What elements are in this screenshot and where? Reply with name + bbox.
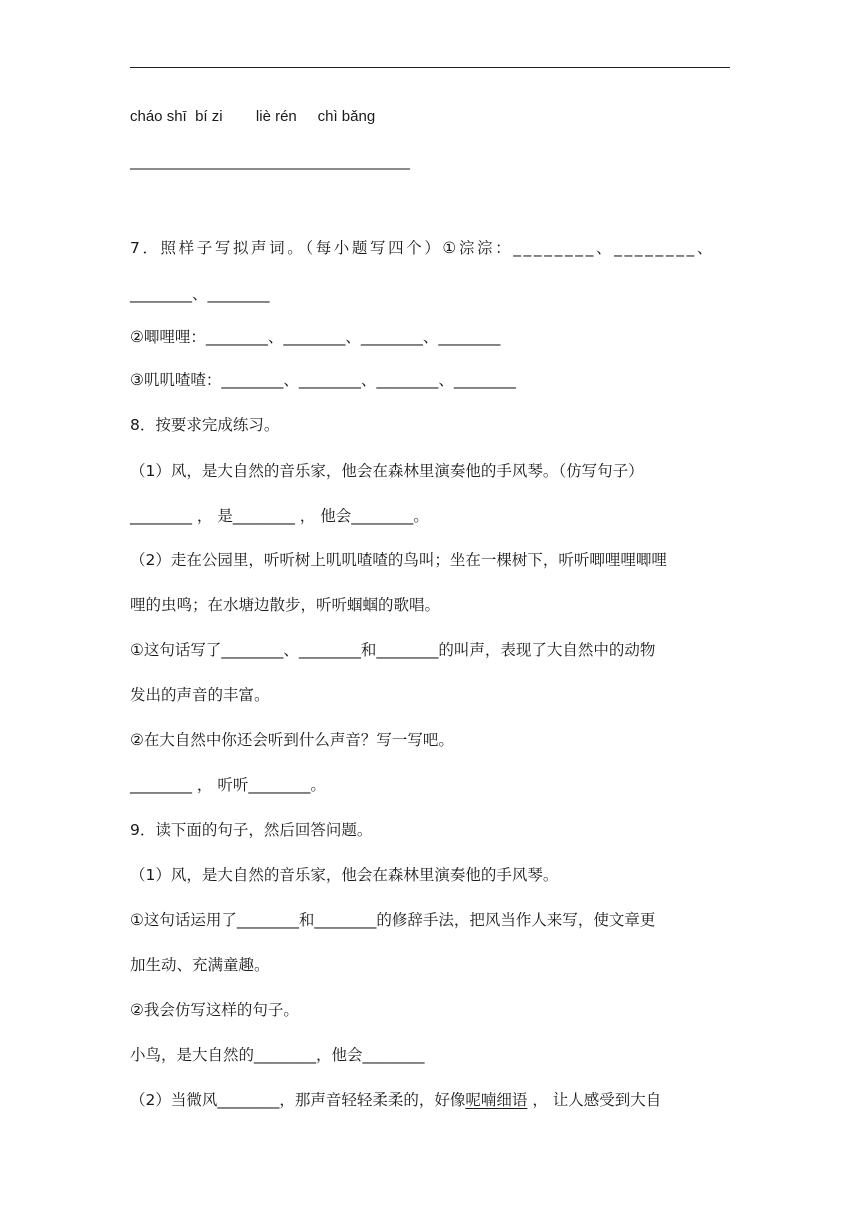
- q9-part1-sentence: （1）风，是大自然的音乐家，他会在森林里演奏他的手风琴。: [130, 866, 559, 884]
- q7-stem: 7．照样子写拟声词。（每小题写四个）①淙淙：________、________、: [130, 239, 716, 257]
- pinyin-answer-blanks[interactable]: ________________________________________: [130, 154, 410, 170]
- q7-item1-continued[interactable]: ________、________: [130, 285, 270, 303]
- q7-item2[interactable]: ②唧哩哩：________、________、________、________: [130, 328, 501, 346]
- q9-part2-suffix: ， 让人感受到大自: [527, 1091, 662, 1109]
- q7-item3[interactable]: ③叽叽喳喳：________、________、________、________: [130, 371, 516, 389]
- q9-part2-prefix: （2）当微风________，那声音轻轻柔柔的，好像: [130, 1091, 466, 1109]
- q8-part2-q1-line2: 发出的声音的丰富。: [130, 686, 270, 704]
- pinyin-word-2: bí zi: [195, 108, 223, 125]
- q9-part1-q2-fill[interactable]: 小鸟，是大自然的________，他会________: [130, 1046, 425, 1064]
- q9-stem: 9．读下面的句子，然后回答问题。: [130, 821, 373, 839]
- q9-part2-line[interactable]: [130, 1090, 661, 1110]
- q8-part2-text-line2: 哩的虫鸣；在水塘边散步，听听蝈蝈的歌唱。: [130, 596, 441, 614]
- q8-part2-text-line1: （2）走在公园里，听听树上叽叽喳喳的鸟叫；坐在一棵树下，听听唧哩哩唧哩: [130, 551, 667, 569]
- pinyin-word-1: cháo shī: [130, 108, 187, 125]
- q8-part1-fill[interactable]: ________ ， 是________ ， 他会________。: [130, 507, 429, 525]
- q8-part2-q1-line1[interactable]: ①这句话写了________、________和________的叫声，表现了大自然中的动物: [130, 641, 656, 659]
- q8-stem: 8．按要求完成练习。: [130, 416, 280, 434]
- top-divider: [130, 67, 730, 68]
- q8-part2-q2-fill[interactable]: ________ ， 听听________。: [130, 776, 326, 794]
- pinyin-row: [130, 107, 375, 127]
- q8-part2-q2: ②在大自然中你还会听到什么声音？写一写吧。: [130, 731, 454, 749]
- q9-part1-q1-line1[interactable]: ①这句话运用了________和________的修辞手法，把风当作人来写，使文章更: [130, 911, 656, 929]
- q9-part1-q2: ②我会仿写这样的句子。: [130, 1001, 299, 1019]
- pinyin-word-3: liè rén: [255, 108, 297, 125]
- q8-part1-prompt: （1）风，是大自然的音乐家，他会在森林里演奏他的手风琴。（仿写句子）: [130, 462, 644, 480]
- pinyin-word-4: chì bǎng: [317, 108, 376, 125]
- q9-part1-q1-line2: 加生动、充满童趣。: [130, 956, 270, 974]
- q9-part2-underlined-phrase: 呢喃细语: [465, 1091, 528, 1109]
